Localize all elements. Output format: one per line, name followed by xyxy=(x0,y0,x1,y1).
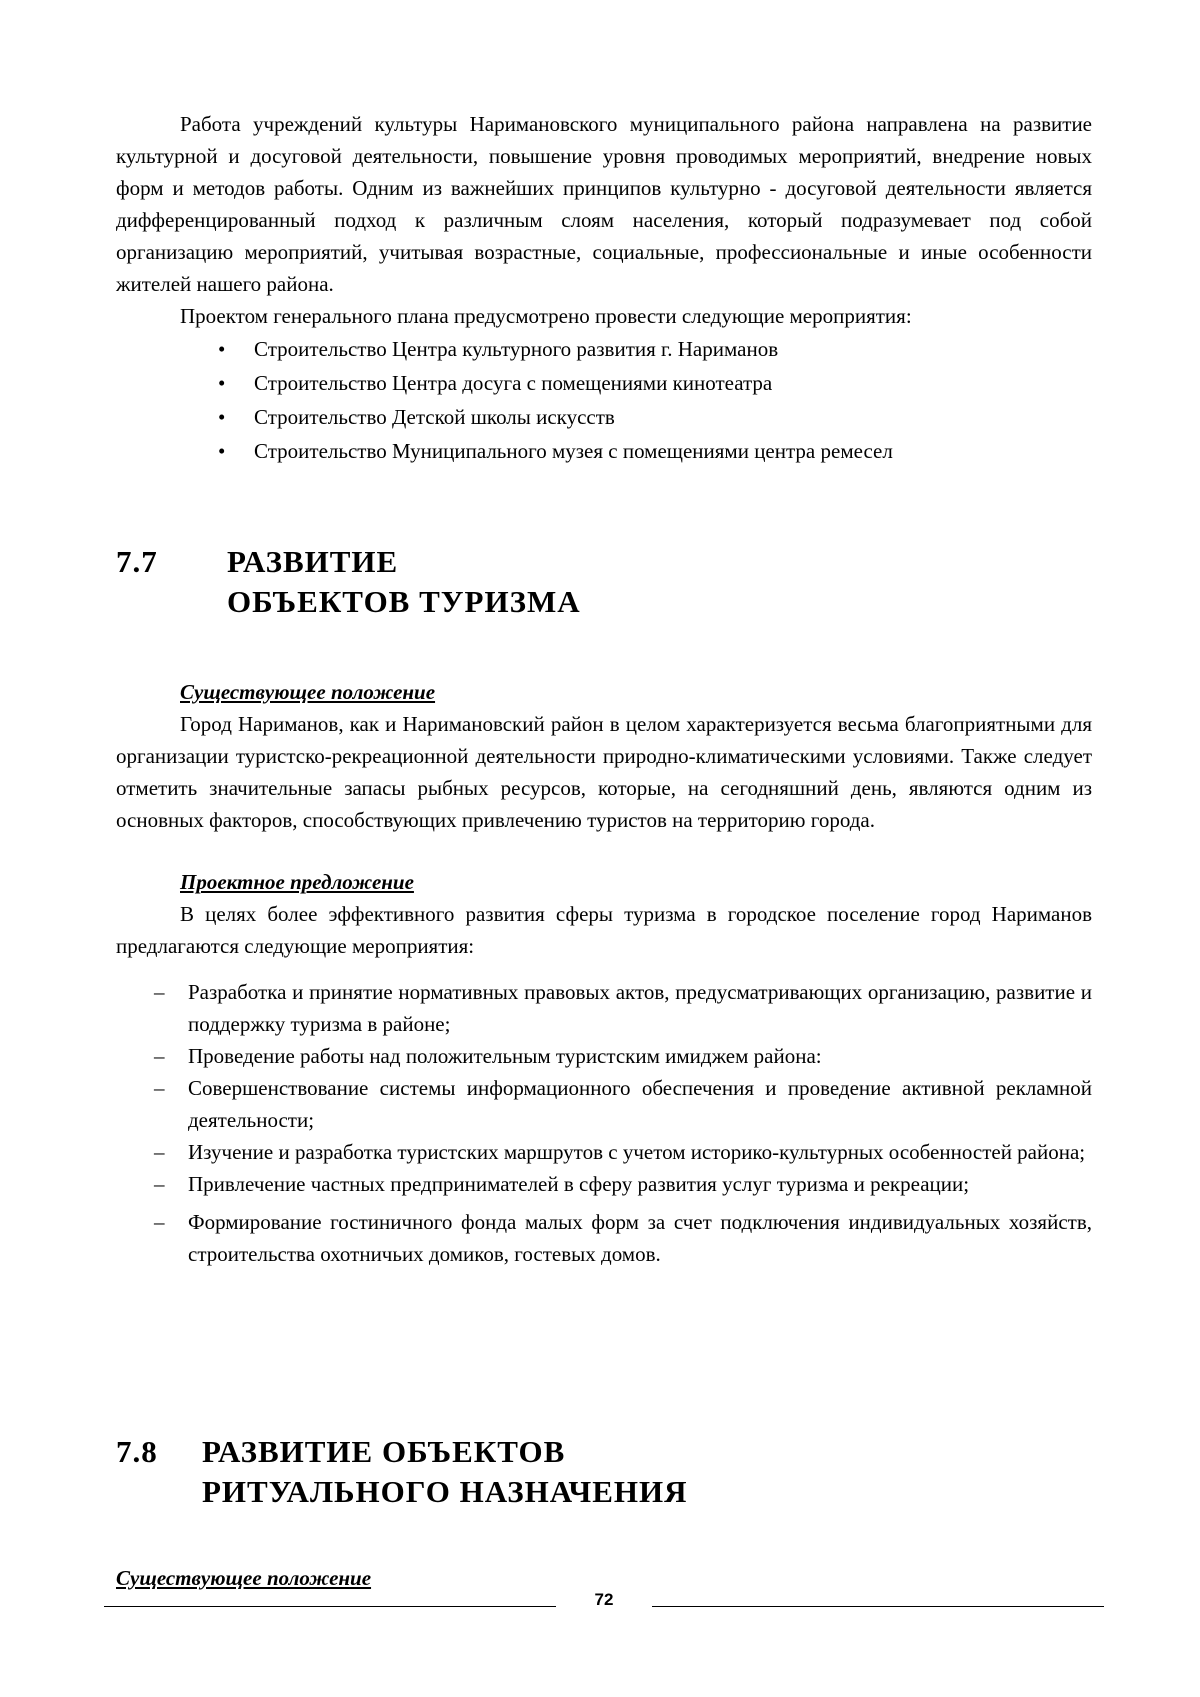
dash-icon: – xyxy=(154,1044,165,1068)
section-7-7-heading xyxy=(116,542,1016,632)
intro-bullet-list xyxy=(116,332,1092,468)
section-number: 7.8 xyxy=(116,1434,158,1469)
list-item: – Разработка и принятие нормативных правовых актов, предусматривающих организацию, развитие и поддержку туризма в районе; xyxy=(116,976,1092,1040)
footer-rule-left xyxy=(104,1606,556,1607)
section-title-line-1: РАЗВИТИЕ xyxy=(227,544,399,579)
page-content xyxy=(116,108,1092,468)
list-item: • Строительство Центра культурного развития г. Нариманов xyxy=(116,332,1092,366)
existing-situation-heading: Существующее положение xyxy=(180,680,436,704)
list-item: – Формирование гостиничного фонда малых форм за счет подключения индивидуальных хозяйств, строительства охотничьих домиков, гостевых домов. xyxy=(116,1206,1092,1270)
section-title-line-2: РИТУАЛЬНОГО НАЗНАЧЕНИЯ xyxy=(202,1474,688,1509)
intro-lead-paragraph: Проектом генерального плана предусмотрено провести следующие мероприятия: xyxy=(180,304,912,328)
page-footer xyxy=(104,1590,1104,1620)
list-item: – Привлечение частных предпринимателей в сферу развития услуг туризма и рекреации; xyxy=(116,1168,1092,1200)
footer-rule-right xyxy=(652,1606,1104,1607)
dash-icon: – xyxy=(154,1210,165,1234)
existing-situation-text: Город Нариманов, как и Наримановский район в целом характеризуется весьма благоприятными для организации туристско-рекреационной деятельности природно-климатическими условиями. Также следует отметить значительные запасы рыбных ресурсов, которые, на сегодняшний день, являются одним из основных факторов, способствующих привлечению туристов на территорию города. xyxy=(116,712,1092,832)
bullet-icon: • xyxy=(218,405,226,429)
project-proposal-heading: Проектное предложение xyxy=(180,870,414,894)
page-number: 72 xyxy=(594,1590,614,1609)
dash-icon: – xyxy=(154,1076,165,1100)
dash-icon: – xyxy=(154,1172,165,1196)
existing-situation-heading: Существующее положение xyxy=(116,1566,372,1590)
project-proposal-text: В целях более эффективного развития сферы туризма в городское поселение город Нариманов предлагаются следующие мероприятия: xyxy=(116,902,1092,958)
proposal-dash-list xyxy=(116,976,1092,1270)
list-item: – Изучение и разработка туристских маршрутов с учетом историко-культурных особенностей района; xyxy=(116,1136,1092,1168)
section-title-line-1: РАЗВИТИЕ ОБЪЕКТОВ xyxy=(202,1434,566,1469)
section-7-7-body xyxy=(116,676,1092,1270)
list-item: – Проведение работы над положительным туристским имиджем района: xyxy=(116,1040,1092,1072)
section-number: 7.7 xyxy=(116,544,158,579)
section-7-8-heading xyxy=(116,1432,1016,1522)
list-item: • Строительство Детской школы искусств xyxy=(116,400,1092,434)
bullet-icon: • xyxy=(218,337,226,361)
bullet-icon: • xyxy=(218,439,226,463)
bullet-icon: • xyxy=(218,371,226,395)
dash-icon: – xyxy=(154,980,165,1004)
list-item: • Строительство Центра досуга с помещениями кинотеатра xyxy=(116,366,1092,400)
list-item: – Совершенствование системы информационного обеспечения и проведение активной рекламной деятельности; xyxy=(116,1072,1092,1136)
section-title-line-2: ОБЪЕКТОВ ТУРИЗМА xyxy=(227,584,581,619)
dash-icon: – xyxy=(154,1140,165,1164)
intro-paragraph: Работа учреждений культуры Наримановского муниципального района направлена на развитие культурной и досуговой деятельности, повышение уровня проводимых мероприятий, внедрение новых форм и методов работы. Одним из важнейших принципов культурно - досуговой деятельности является дифференцированный подход к различным слоям населения, который подразумевает под собой организацию мероприятий, учитывая возрастные, социальные, профессиональные и иные особенности жителей нашего района. xyxy=(116,112,1092,296)
list-item: • Строительство Муниципального музея с помещениями центра ремесел xyxy=(116,434,1092,468)
